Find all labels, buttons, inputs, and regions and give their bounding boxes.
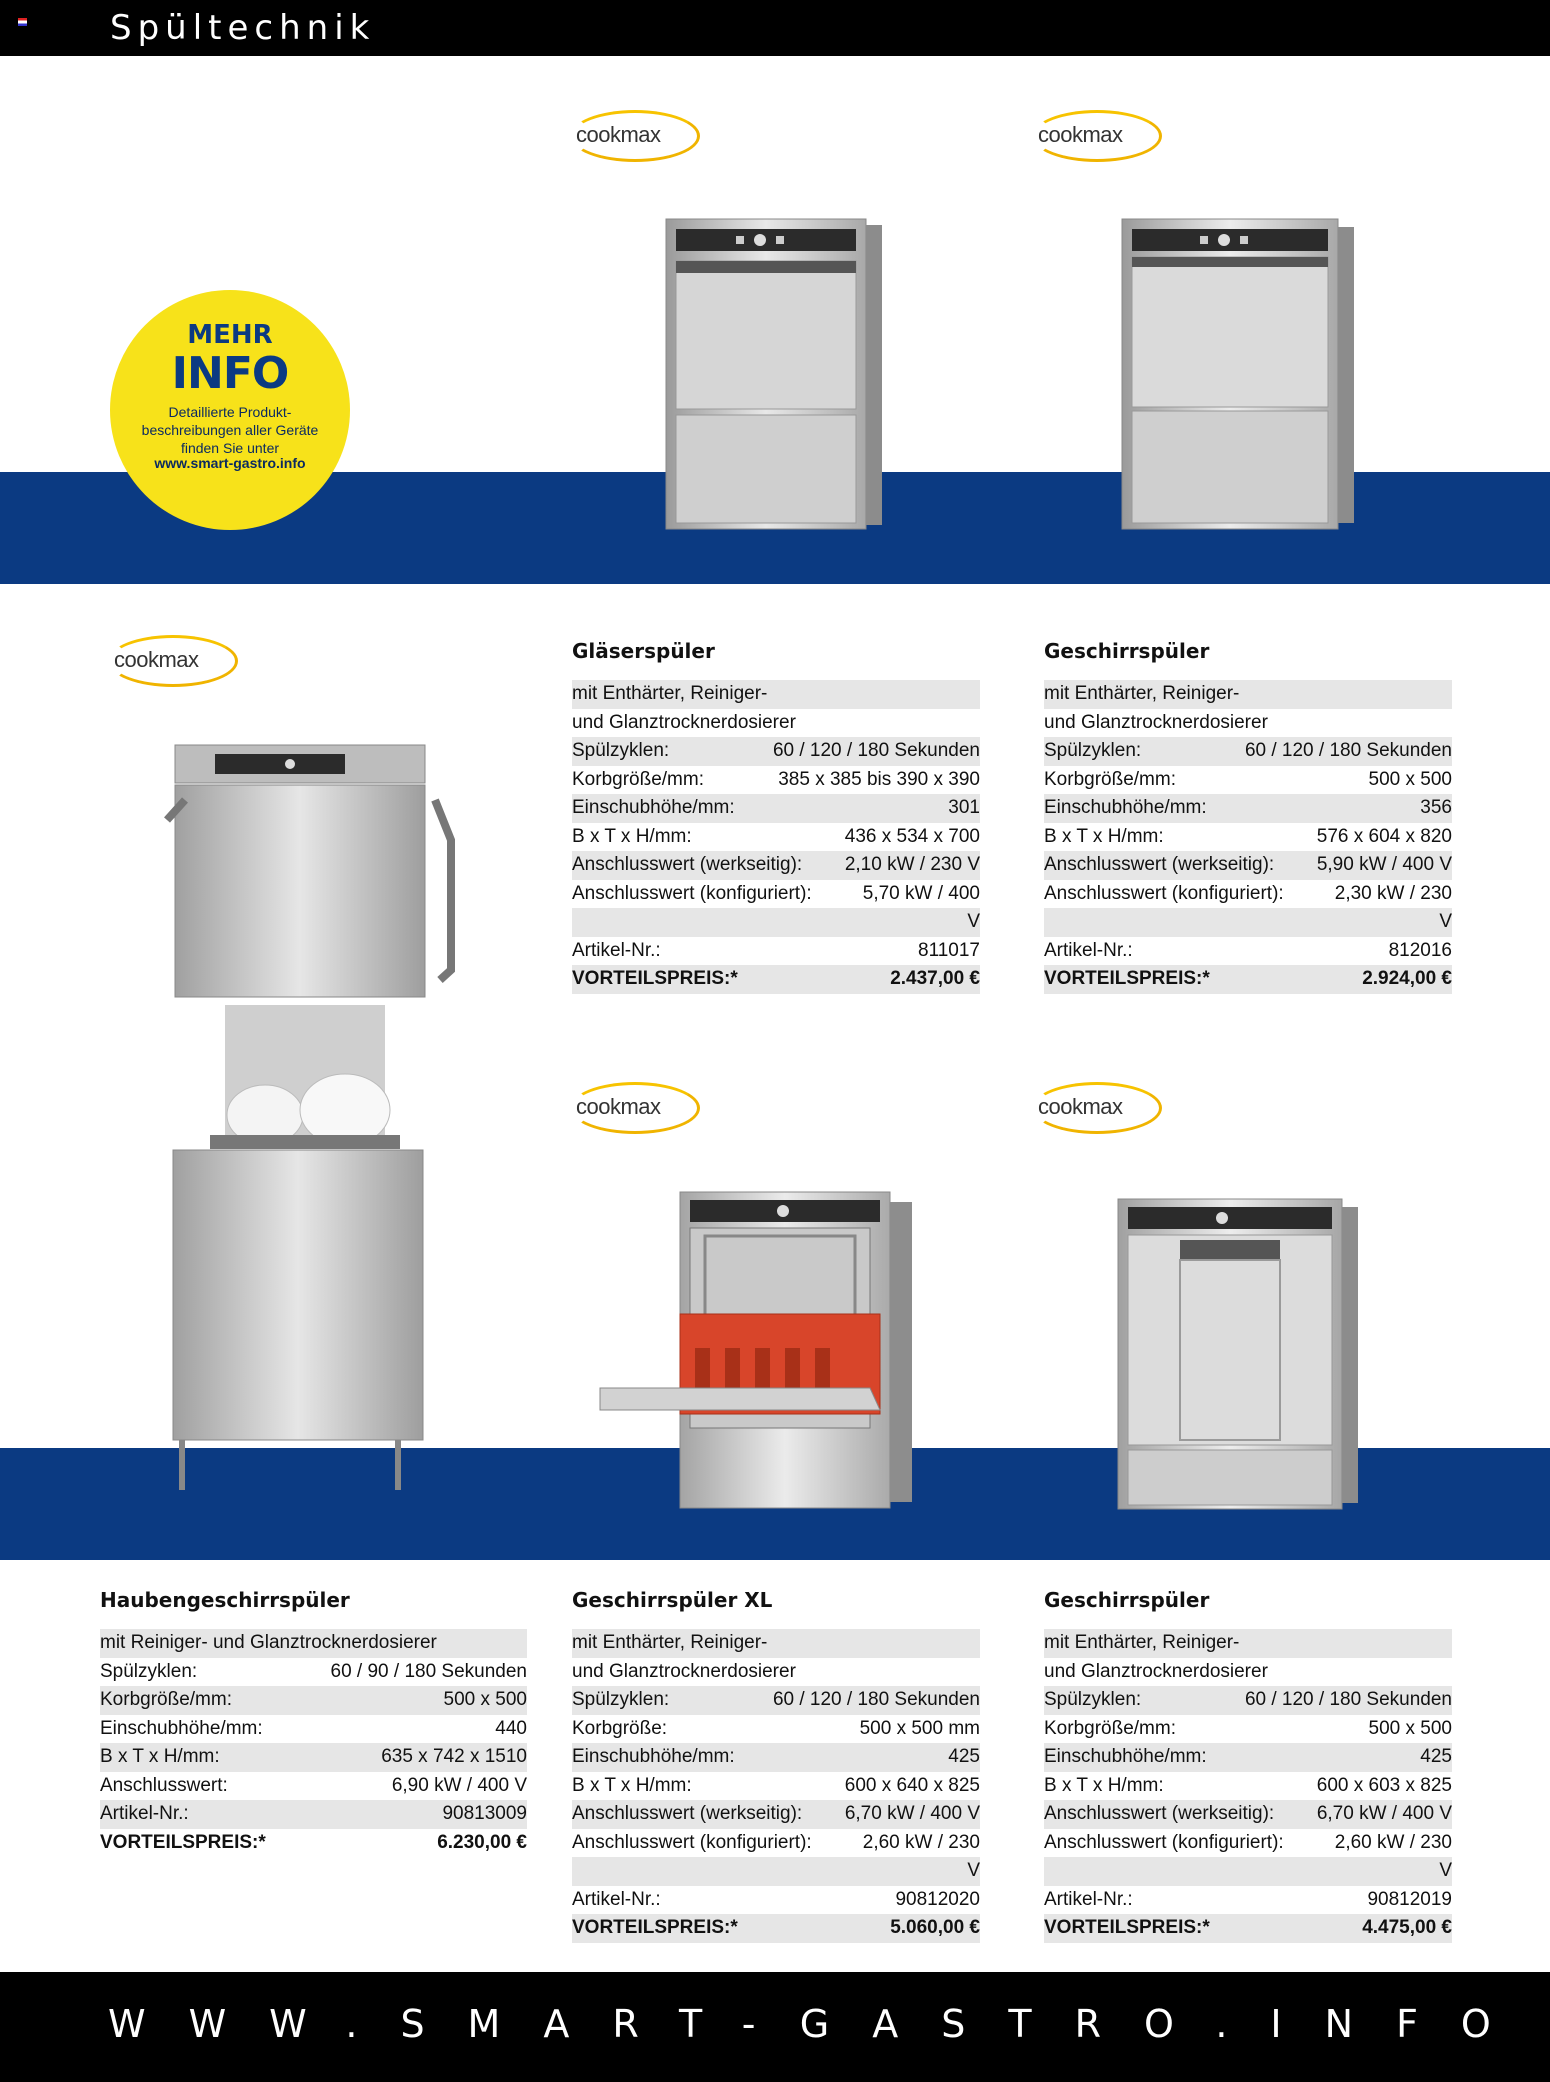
spec-value: 425	[948, 1746, 980, 1767]
spec-label: mit Reiniger- und Glanztrocknerdosierer	[100, 1632, 437, 1653]
spec-list	[1044, 680, 1452, 994]
spec-label: und Glanztrocknerdosierer	[1044, 1660, 1268, 1682]
spec-label: B x T x H/mm:	[1044, 1774, 1164, 1796]
spec-row	[1044, 794, 1452, 823]
spec-label: B x T x H/mm:	[1044, 825, 1164, 847]
info-badge-line2: INFO	[171, 348, 289, 399]
spec-row	[572, 1629, 980, 1658]
info-badge-url[interactable]: www.smart-gastro.info	[154, 455, 306, 471]
spec-list	[100, 1629, 527, 1857]
spec-value: 500 x 500 mm	[859, 1717, 980, 1739]
spec-value: 6,70 kW / 400 V	[1316, 1803, 1452, 1824]
spec-label: Einschubhöhe/mm:	[1044, 797, 1207, 818]
spec-label: mit Enthärter, Reiniger-	[1044, 683, 1240, 704]
spec-row	[572, 737, 980, 766]
spec-label: Korbgröße/mm:	[572, 768, 704, 790]
spec-row	[572, 766, 980, 795]
product-title: Geschirrspüler XL	[572, 1588, 773, 1612]
spec-label: Einschubhöhe/mm:	[100, 1717, 263, 1739]
spec-value: 90812020	[895, 1888, 980, 1910]
spec-label: Spülzyklen:	[572, 1689, 670, 1710]
hood-dishwasher-image	[155, 740, 455, 1510]
spec-row	[100, 1772, 527, 1801]
spec-value: 600 x 640 x 825	[844, 1774, 980, 1796]
spec-row	[572, 823, 980, 852]
spec-row	[1044, 1772, 1452, 1801]
spec-row	[1044, 937, 1452, 966]
spec-label: Anschlusswert (konfiguriert):	[1044, 882, 1284, 904]
product-title: Haubengeschirrspüler	[100, 1588, 350, 1612]
dishwasher-image	[1118, 215, 1358, 535]
spec-label: mit Enthärter, Reiniger-	[572, 1632, 768, 1653]
spec-list	[1044, 1629, 1452, 1943]
spec-row	[572, 1829, 980, 1858]
spec-row	[100, 1629, 527, 1658]
spec-value: 356	[1420, 797, 1452, 818]
spec-value: 60 / 120 / 180 Sekunden	[772, 740, 980, 761]
spec-value: 2,10 kW / 230 V	[844, 854, 980, 875]
spec-label: B x T x H/mm:	[572, 1774, 692, 1796]
spec-row	[1044, 1629, 1452, 1658]
spec-value: 2,30 kW / 230	[1334, 882, 1452, 904]
cookmax-logo: cookmax	[570, 1082, 700, 1134]
spec-label: Anschlusswert (werkseitig):	[572, 854, 803, 875]
spec-value: 60 / 90 / 180 Sekunden	[330, 1660, 527, 1682]
price-row	[100, 1829, 527, 1858]
spec-value: V	[1439, 911, 1452, 932]
spec-value: V	[1439, 1860, 1452, 1881]
spec-value: 90812019	[1367, 1888, 1452, 1910]
spec-row	[572, 1686, 980, 1715]
spec-row	[1044, 1743, 1452, 1772]
spec-label: Korbgröße/mm:	[100, 1689, 232, 1710]
spec-value: 2,60 kW / 230	[1334, 1831, 1452, 1853]
spec-row	[1044, 709, 1452, 738]
spec-row	[572, 880, 980, 909]
spec-label: Anschlusswert:	[100, 1774, 228, 1796]
spec-row	[1044, 1800, 1452, 1829]
spec-label: Korbgröße/mm:	[1044, 768, 1176, 790]
spec-row	[572, 1886, 980, 1915]
spec-value: 6,90 kW / 400 V	[391, 1774, 527, 1796]
glass-washer-image	[660, 215, 890, 535]
spec-label: und Glanztrocknerdosierer	[572, 711, 796, 733]
spec-value: 500 x 500	[1368, 1717, 1452, 1739]
spec-value: 5,90 kW / 400 V	[1316, 854, 1452, 875]
spec-row	[1044, 1715, 1452, 1744]
spec-row	[572, 709, 980, 738]
product-hood-dishwasher	[100, 1585, 527, 1857]
price-value: 2.924,00 €	[1362, 968, 1452, 989]
spec-row	[1044, 680, 1452, 709]
spec-row	[572, 680, 980, 709]
price-row	[572, 965, 980, 994]
spec-label: Korbgröße:	[572, 1717, 668, 1739]
spec-label: B x T x H/mm:	[572, 825, 692, 847]
spec-value: 60 / 120 / 180 Sekunden	[1244, 1689, 1452, 1710]
spec-label: Spülzyklen:	[100, 1660, 198, 1682]
spec-row	[572, 908, 980, 937]
spec-label: Einschubhöhe/mm:	[572, 797, 735, 818]
spec-label: Anschlusswert (werkseitig):	[1044, 1803, 1275, 1824]
spec-value: 60 / 120 / 180 Sekunden	[1244, 740, 1452, 761]
price-value: 6.230,00 €	[437, 1831, 527, 1853]
spec-label: und Glanztrocknerdosierer	[572, 1660, 796, 1682]
spec-label: Anschlusswert (konfiguriert):	[572, 882, 812, 904]
spec-label: B x T x H/mm:	[100, 1746, 220, 1767]
product-title: Gläserspüler	[572, 639, 715, 663]
flag-icon	[18, 18, 27, 26]
spec-row	[1044, 1886, 1452, 1915]
spec-label: Anschlusswert (konfiguriert):	[1044, 1831, 1284, 1853]
product-dishwasher-xl	[572, 1585, 980, 1943]
spec-list	[572, 1629, 980, 1943]
spec-value: 500 x 500	[1368, 768, 1452, 790]
spec-label: Artikel-Nr.:	[1044, 1888, 1133, 1910]
spec-value: 576 x 604 x 820	[1316, 825, 1452, 847]
spec-row	[1044, 880, 1452, 909]
spec-row	[100, 1686, 527, 1715]
spec-row	[1044, 766, 1452, 795]
spec-value: V	[967, 911, 980, 932]
spec-row	[1044, 1829, 1452, 1858]
spec-value: 60 / 120 / 180 Sekunden	[772, 1689, 980, 1710]
price-value: 4.475,00 €	[1362, 1917, 1452, 1938]
product-dishwasher	[1044, 636, 1452, 994]
footer-bar	[0, 1972, 1550, 2082]
spec-row	[100, 1800, 527, 1829]
spec-row	[572, 1772, 980, 1801]
spec-value: 440	[495, 1717, 527, 1739]
price-row	[572, 1914, 980, 1943]
product-title: Geschirrspüler	[1044, 1588, 1210, 1612]
spec-label: Spülzyklen:	[1044, 1689, 1142, 1710]
spec-value: 500 x 500	[443, 1689, 527, 1710]
footer-url[interactable]: WWW.SMART-GASTRO.INFO	[108, 2002, 1534, 2046]
spec-row	[572, 794, 980, 823]
spec-label: Artikel-Nr.:	[572, 1888, 661, 1910]
spec-label: Artikel-Nr.:	[1044, 939, 1133, 961]
spec-value: 436 x 534 x 700	[844, 825, 980, 847]
spec-label: Anschlusswert (werkseitig):	[1044, 854, 1275, 875]
spec-row	[572, 937, 980, 966]
spec-row	[1044, 737, 1452, 766]
spec-value: 2,60 kW / 230	[862, 1831, 980, 1853]
spec-row	[1044, 1857, 1452, 1886]
spec-row	[1044, 1658, 1452, 1687]
header-bar	[0, 0, 1550, 56]
spec-value: 5,70 kW / 400	[862, 882, 980, 904]
spec-value: V	[967, 1860, 980, 1881]
spec-value: 600 x 603 x 825	[1316, 1774, 1452, 1796]
spec-value: 812016	[1388, 939, 1452, 961]
cookmax-logo: cookmax	[570, 110, 700, 162]
spec-label: Anschlusswert (konfiguriert):	[572, 1831, 812, 1853]
price-label: VORTEILSPREIS:*	[572, 1917, 738, 1938]
spec-row	[1044, 823, 1452, 852]
product-title: Geschirrspüler	[1044, 639, 1210, 663]
info-badge-line1: MEHR	[187, 320, 273, 350]
spec-row	[572, 1715, 980, 1744]
page-title: Spültechnik	[110, 8, 376, 48]
price-label: VORTEILSPREIS:*	[1044, 968, 1210, 989]
price-row	[1044, 1914, 1452, 1943]
spec-label: Artikel-Nr.:	[572, 939, 661, 961]
spec-label: Einschubhöhe/mm:	[1044, 1746, 1207, 1767]
price-row	[1044, 965, 1452, 994]
info-badge-text: Detaillierte Produkt-beschreibungen aller Geräte finden Sie unter	[141, 404, 319, 456]
spec-value: 385 x 385 bis 390 x 390	[778, 768, 980, 790]
spec-label: mit Enthärter, Reiniger-	[572, 683, 768, 704]
spec-row	[572, 1658, 980, 1687]
more-info-badge	[110, 290, 350, 530]
spec-label: Einschubhöhe/mm:	[572, 1746, 735, 1767]
spec-label: und Glanztrocknerdosierer	[1044, 711, 1268, 733]
price-label: VORTEILSPREIS:*	[100, 1831, 266, 1853]
spec-label: Artikel-Nr.:	[100, 1803, 189, 1824]
price-value: 5.060,00 €	[890, 1917, 980, 1938]
cookmax-logo: cookmax	[108, 635, 238, 687]
spec-value: 6,70 kW / 400 V	[844, 1803, 980, 1824]
spec-label: Spülzyklen:	[572, 740, 670, 761]
spec-row	[1044, 851, 1452, 880]
cookmax-logo: cookmax	[1032, 110, 1162, 162]
price-label: VORTEILSPREIS:*	[1044, 1917, 1210, 1938]
spec-list	[572, 680, 980, 994]
spec-value: 90813009	[442, 1803, 527, 1824]
dishwasher-xl-image	[595, 1188, 955, 1518]
spec-row	[572, 851, 980, 880]
spec-label: Korbgröße/mm:	[1044, 1717, 1176, 1739]
spec-label: mit Enthärter, Reiniger-	[1044, 1632, 1240, 1653]
spec-value: 425	[1420, 1746, 1452, 1767]
spec-row	[100, 1715, 527, 1744]
spec-row	[100, 1658, 527, 1687]
spec-row	[1044, 1686, 1452, 1715]
spec-row	[100, 1743, 527, 1772]
product-glass-washer	[572, 636, 980, 994]
spec-row	[572, 1857, 980, 1886]
spec-row	[572, 1743, 980, 1772]
price-value: 2.437,00 €	[890, 968, 980, 989]
price-label: VORTEILSPREIS:*	[572, 968, 738, 989]
cookmax-logo: cookmax	[1032, 1082, 1162, 1134]
spec-row	[572, 1800, 980, 1829]
spec-label: Anschlusswert (werkseitig):	[572, 1803, 803, 1824]
spec-value: 811017	[918, 939, 980, 961]
dishwasher-image-2	[1112, 1195, 1362, 1515]
spec-row	[1044, 908, 1452, 937]
spec-value: 635 x 742 x 1510	[381, 1746, 527, 1767]
spec-label: Spülzyklen:	[1044, 740, 1142, 761]
spec-value: 301	[948, 797, 980, 818]
product-dishwasher-2	[1044, 1585, 1452, 1943]
